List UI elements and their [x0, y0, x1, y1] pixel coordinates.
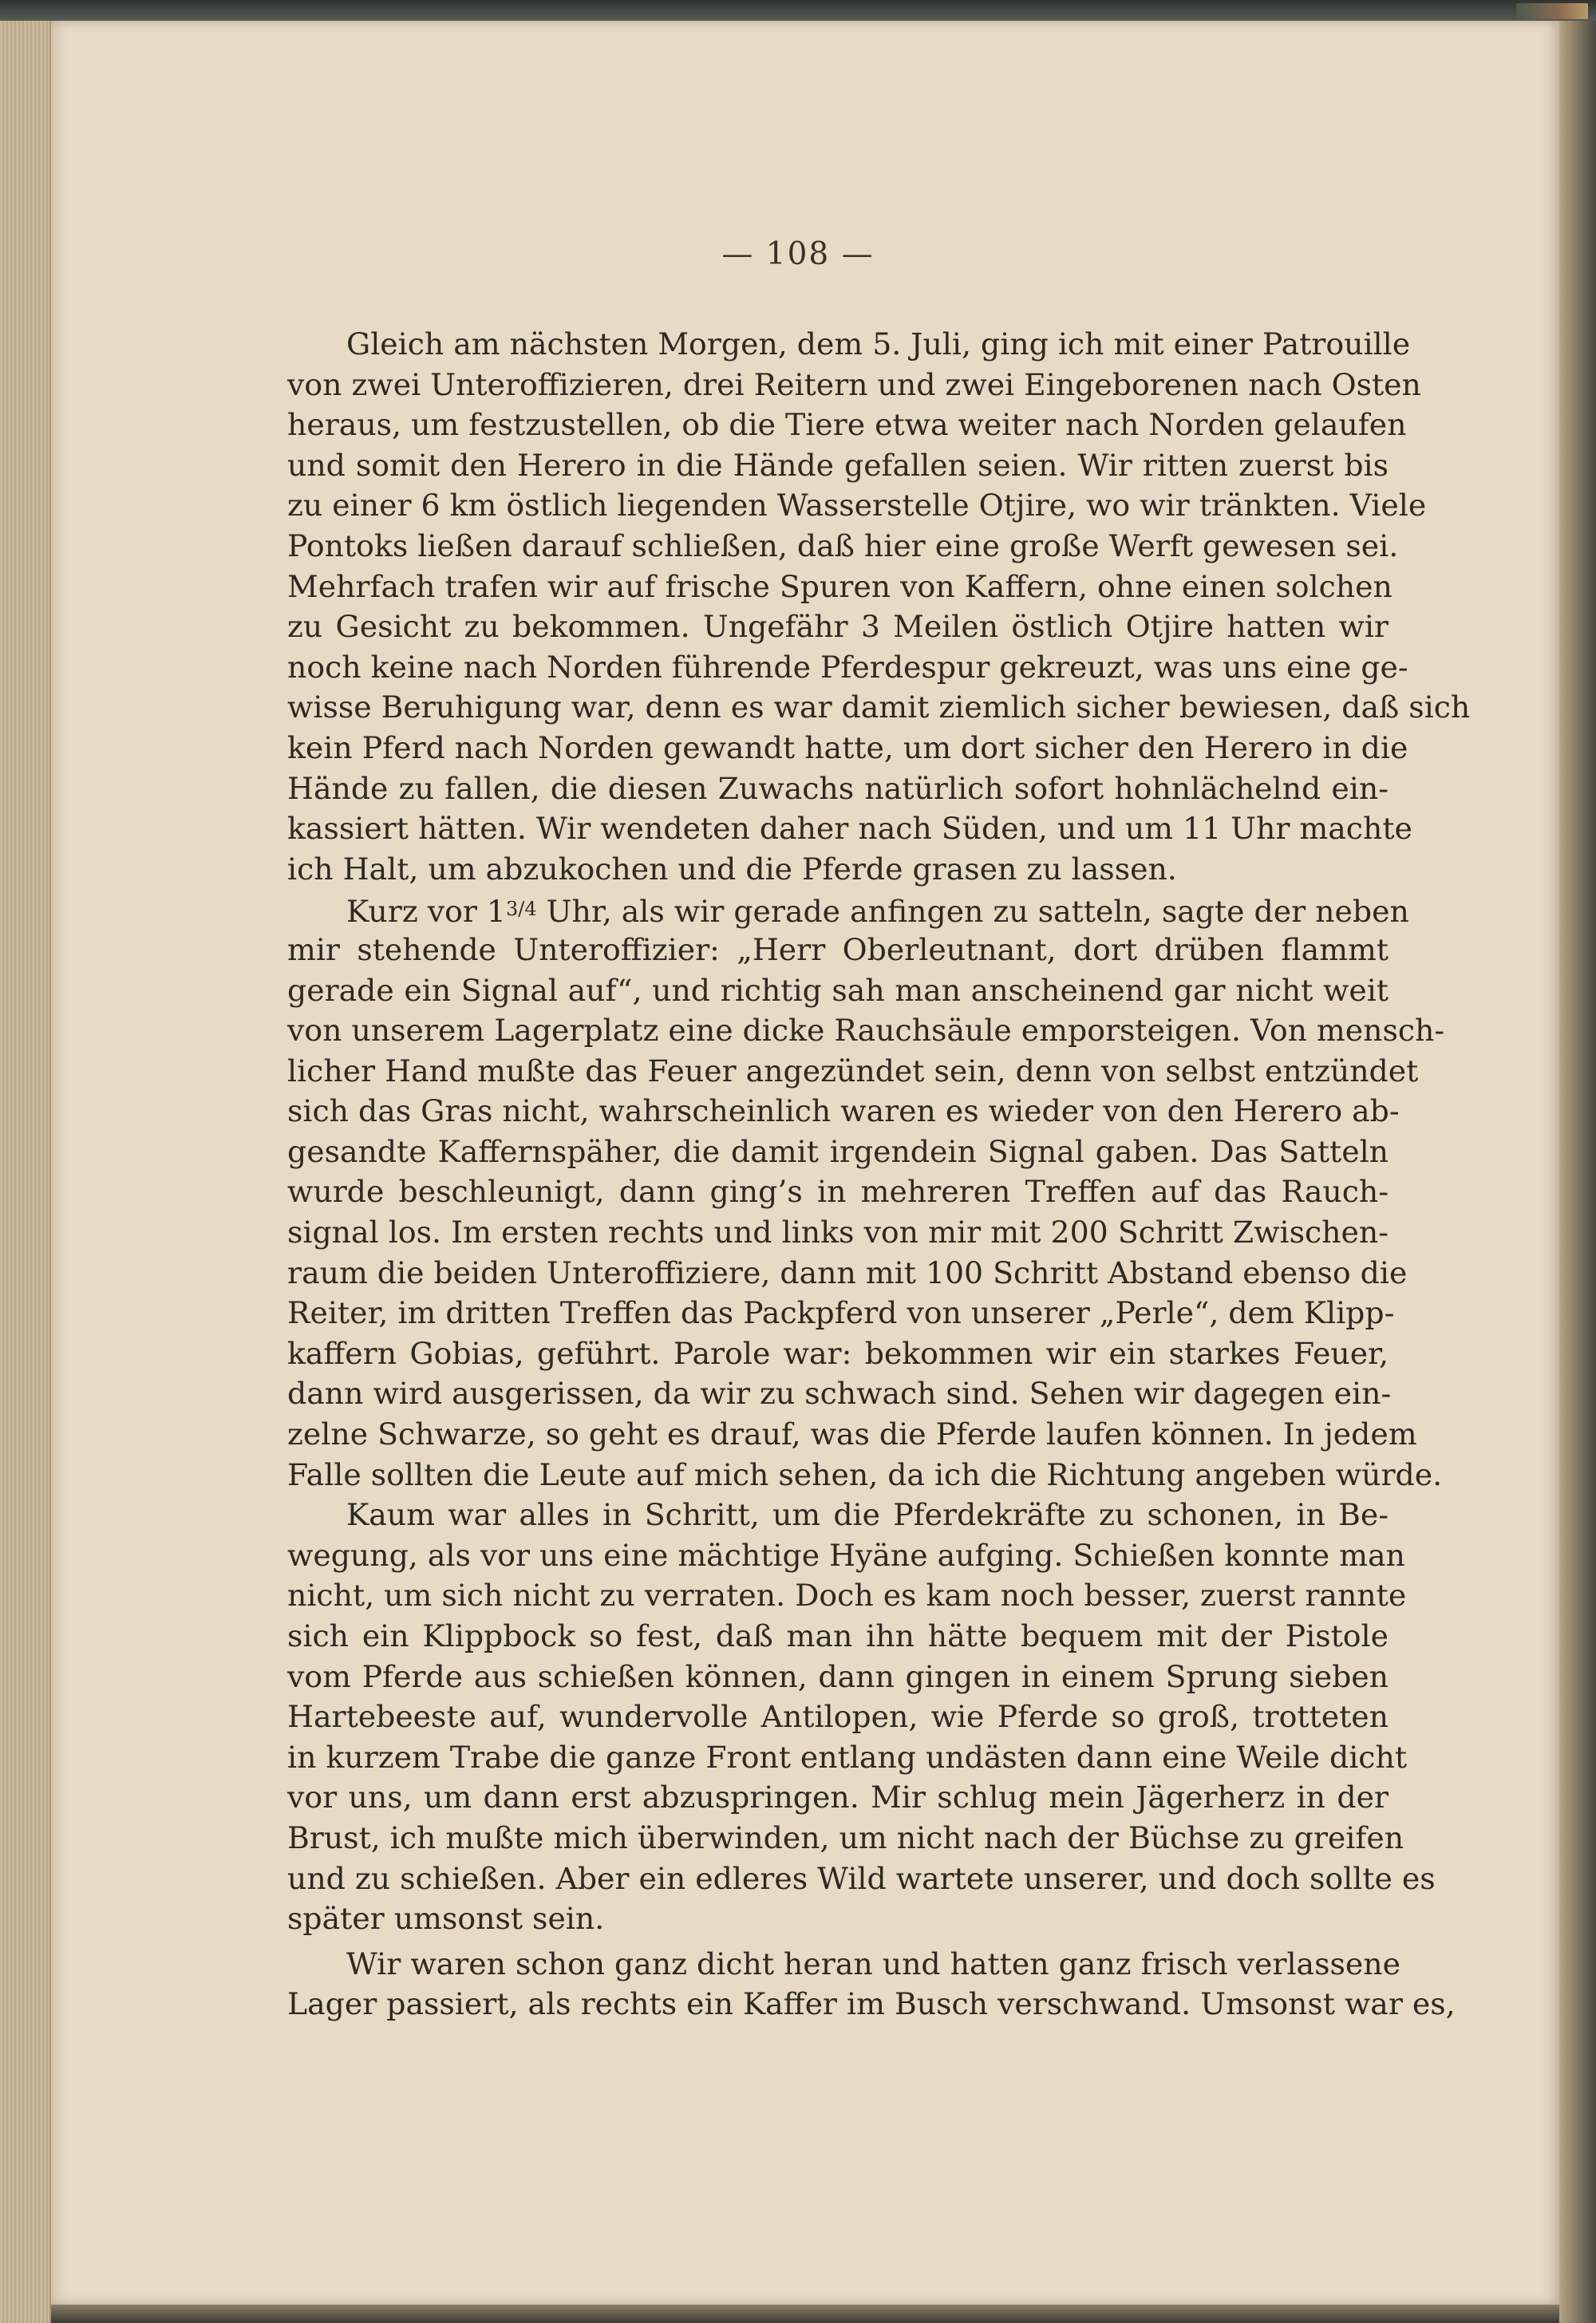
text-line: Pontoks ließen darauf schließen, daß hier eine große Werft gewesen sei.: [287, 527, 1399, 563]
text-line: kassiert hätten. Wir wendeten daher nach Süden, und um 11 Uhr machte: [287, 811, 1412, 847]
text-line: von unserem Lagerplatz eine dicke Rauchsäule emporsteigen. Von mensch-: [287, 1013, 1445, 1049]
text-line: gerade ein Signal auf“, und richtig sah man anscheinend gar nicht weit: [287, 972, 1389, 1008]
book-top-edge: [0, 0, 1596, 21]
text-line: kein Pferd nach Norden gewandt hatte, um dort sicher den Herero in die: [287, 729, 1408, 765]
text-line: Kaum war alles in Schritt, um die Pferdekräfte zu schonen, in Be-: [346, 1497, 1389, 1533]
cover-corner: [1516, 3, 1588, 19]
text-line: von zwei Unteroffizieren, drei Reitern und zwei Eingeborenen nach Osten: [287, 366, 1421, 402]
page-stack-edge: [0, 21, 51, 2323]
text-line: licher Hand mußte das Feuer angezündet sein, denn von selbst entzündet: [287, 1053, 1419, 1088]
text-line: nicht, um sich nicht zu verraten. Doch es kam noch besser, zuerst rannte: [287, 1578, 1407, 1614]
text-line-with-fraction: [287, 889, 1409, 930]
text-line: sich das Gras nicht, wahrscheinlich waren es wieder von den Herero ab-: [287, 1093, 1400, 1129]
text-line: Hände zu fallen, die diesen Zuwachs natürlich sofort hohnlächelnd ein-: [287, 770, 1389, 806]
text-line: Gleich am nächsten Morgen, dem 5. Juli, ging ich mit einer Patrouille: [346, 326, 1411, 361]
text-line: und somit den Herero in die Hände gefallen seien. Wir ritten zuerst bis: [287, 447, 1389, 483]
text-line: heraus, um festzustellen, ob die Tiere etwa weiter nach Norden gelaufen: [287, 407, 1407, 443]
text-line: kaffern Gobias, geführt. Parole war: bekommen wir ein starkes Feuer,: [287, 1335, 1389, 1371]
text-line: ich Halt, um abzukochen und die Pferde grasen zu lassen.: [287, 851, 1177, 887]
text-line: zelne Schwarze, so geht es drauf, was die Pferde laufen können. In jedem: [287, 1416, 1417, 1452]
page-number: — 108 —: [721, 236, 875, 272]
text-line: in kurzem Trabe die ganze Front entlang undästen dann eine Weile dicht: [287, 1739, 1408, 1775]
book-bottom-edge: [51, 2305, 1559, 2323]
text-line: zu einer 6 km östlich liegenden Wasserstelle Otjire, wo wir tränkten. Viele: [287, 488, 1427, 523]
text-line: Mehrfach trafen wir auf frische Spuren von Kaffern, ohne einen solchen: [287, 568, 1393, 604]
text-line: raum die beiden Unteroffiziere, dann mit 100 Schritt Abstand ebenso die: [287, 1254, 1408, 1290]
text-line: vor uns, um dann erst abzuspringen. Mir schlug mein Jägerherz in der: [287, 1780, 1389, 1815]
text-line: noch keine nach Norden führende Pferdespur gekreuzt, was uns eine ge-: [287, 649, 1408, 685]
text-line: gesandte Kaffernspäher, die damit irgendein Signal gaben. Das Satteln: [287, 1133, 1389, 1169]
spine-shadow: [1559, 21, 1596, 2323]
text-line: Brust, ich mußte mich überwinden, um nicht nach der Büchse zu greifen: [287, 1819, 1404, 1855]
text-line: und zu schießen. Aber ein edleres Wild wartete unserer, und doch sollte es: [287, 1860, 1436, 1896]
text-line: signal los. Im ersten rechts und links von mir mit 200 Schritt Zwischen-: [287, 1215, 1389, 1250]
text-line: später umsonst sein.: [287, 1901, 605, 1937]
text-line: wegung, als vor uns eine mächtige Hyäne aufging. Schießen konnte man: [287, 1537, 1405, 1573]
fraction: 3/4: [505, 898, 537, 921]
text-line: Lager passiert, als rechts ein Kaffer im Busch verschwand. Umsonst war es,: [287, 1986, 1456, 2022]
text-line: vom Pferde aus schießen können, dann gingen in einem Sprung sieben: [287, 1658, 1389, 1694]
text-line: sich ein Klippbock so fest, daß man ihn hätte bequem mit der Pistole: [287, 1618, 1389, 1653]
text-line: wurde beschleunigt, dann ging’s in mehreren Treffen auf das Rauch-: [287, 1174, 1389, 1210]
text-line: mir stehende Unteroffizier: „Herr Oberleutnant, dort drüben flammt: [287, 931, 1389, 967]
text-line: Wir waren schon ganz dicht heran und hatten ganz frisch verlassene: [346, 1946, 1400, 1981]
text-line: zu Gesicht zu bekommen. Ungefähr 3 Meilen östlich Otjire hatten wir: [287, 609, 1389, 645]
text-line: dann wird ausgerissen, da wir zu schwach sind. Sehen wir dagegen ein-: [287, 1376, 1392, 1412]
text-line: Reiter, im dritten Treffen das Packpferd von unserer „Perle“, dem Klipp-: [287, 1295, 1395, 1331]
line-rest: Uhr, als wir gerade anfingen zu satteln, sagte der neben: [546, 894, 1409, 930]
text-line: Falle sollten die Leute auf mich sehen, da ich die Richtung angeben würde.: [287, 1456, 1443, 1492]
text-line: wisse Beruhigung war, denn es war damit ziemlich sicher bewiesen, daß sich: [287, 689, 1471, 725]
line-prefix: Kurz vor 1: [346, 894, 506, 930]
text-line: Hartebeeste auf, wundervolle Antilopen, wie Pferde so groß, trotteten: [287, 1699, 1389, 1735]
body-text: [287, 324, 1471, 2025]
